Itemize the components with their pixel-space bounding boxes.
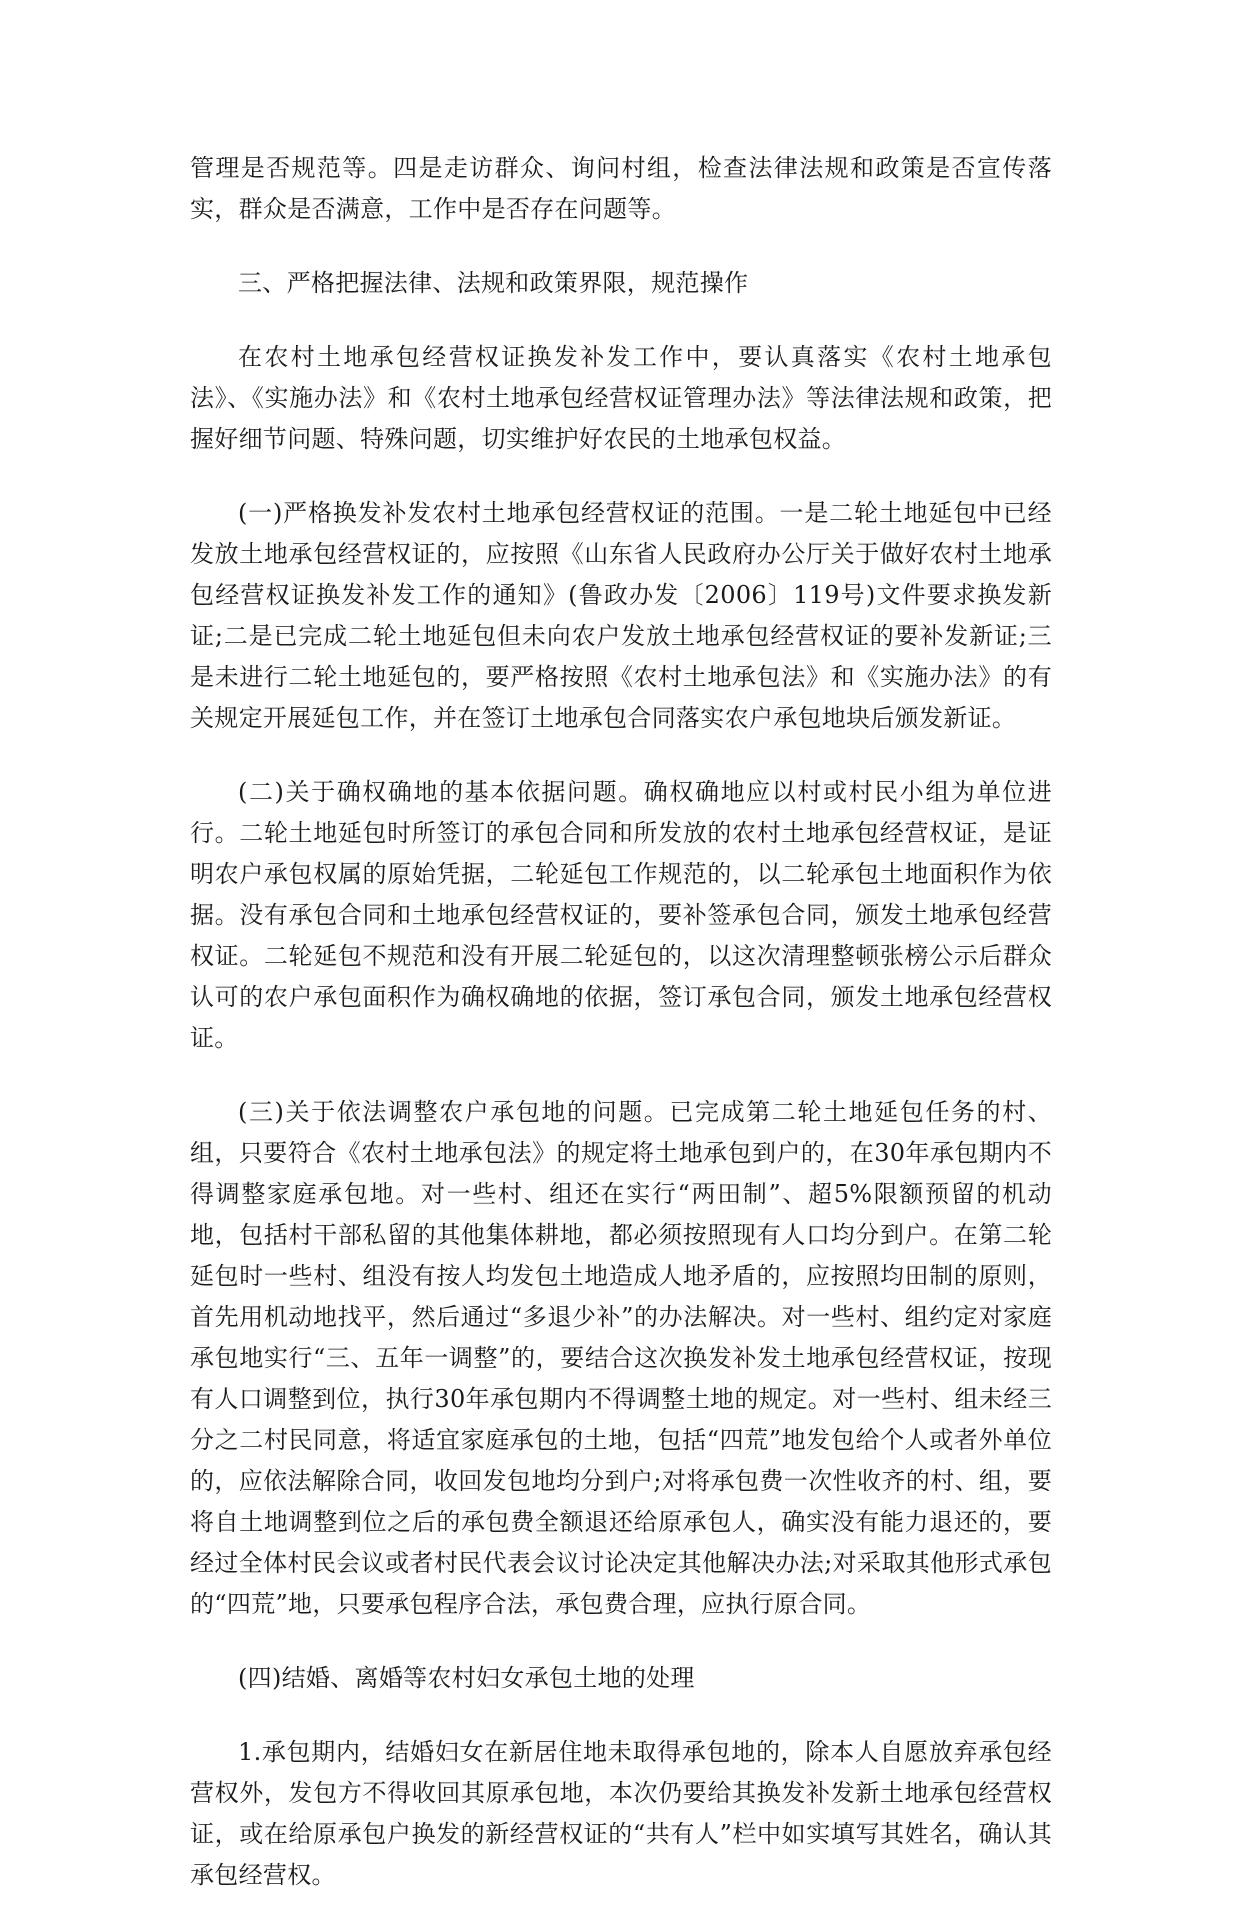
subheading-women-land-rights: (四)结婚、离婚等农村妇女承包土地的处理 — [238, 1664, 695, 1692]
paragraph-married-women-rights: 1.承包期内，结婚妇女在新居住地未取得承包地的，除本人自愿放弃承包经营权外，发包方不得收回其原承包地，本次仍要给其换发补发新土地承包经营权证，或在给原承包户换发的新经营权证的“共有人”栏中如实填写其姓名，确认其承包经营权。 — [190, 1738, 1052, 1889]
paragraph-management-norms: 管理是否规范等。四是走访群众、询问村组，检查法律法规和政策是否宣传落实，群众是否满意，工作中是否存在问题等。 — [190, 154, 1052, 223]
paragraph-scope-of-certificates: (一)严格换发补发农村土地承包经营权证的范围。一是二轮土地延包中已经发放土地承包经营权证的，应按照《山东省人民政府办公厅关于做好农村土地承包经营权证换发补发工作的通知》(鲁政办发〔2006〕119号)文件要求换发新证;二是已完成二轮土地延包但未向农户发放土地承包经营权证的要补发新证;三是未进行二轮土地延包的，要严格按照《农村土地承包法》和《实施办法》的有关规定开展延包工作，并在签订土地承包合同落实农户承包地块后颁发新证。 — [190, 499, 1052, 732]
paragraph-adjusting-contracted-land: (三)关于依法调整农户承包地的问题。已完成第二轮土地延包任务的村、组，只要符合《农村土地承包法》的规定将土地承包到户的，在30年承包期内不得调整家庭承包地。对一些村、组还在实行“两田制”、超5%限额预留的机动地，包括村干部私留的其他集体耕地，都必须按照现有人口均分到户。在第二轮延包时一些村、组没有按人均发包土地造成人地矛盾的，应按照均田制的原则，首先用机动地找平，然后通过“多退少补”的办法解决。对一些村、组约定对家庭承包地实行“三、五年一调整”的，要结合这次换发补发土地承包经营权证，按现有人口调整到位，执行30年承包期内不得调整土地的规定。对一些村、组未经三分之二村民同意，将适宜家庭承包的土地，包括“四荒”地发包给个人或者外单位的，应依法解除合同，收回发包地均分到户;对将承包费一次性收齐的村、组，要将自土地调整到位之后的承包费全额退还给原承包人，确实没有能力退还的，要经过全体村民会议或者村民代表会议讨论决定其他解决办法;对采取其他形式承包的“四荒”地，只要承包程序合法，承包费合理，应执行原合同。 — [190, 1098, 1052, 1618]
paragraph-implementation-laws: 在农村土地承包经营权证换发补发工作中，要认真落实《农村土地承包法》、《实施办法》和《农村土地承包经营权证管理办法》等法律法规和政策，把握好细节问题、特殊问题，切实维护好农民的土地承包权益。 — [190, 343, 1052, 453]
paragraph-basis-of-confirmation: (二)关于确权确地的基本依据问题。确权确地应以村或村民小组为单位进行。二轮土地延包时所签订的承包合同和所发放的农村土地承包经营权证，是证明农户承包权属的原始凭据，二轮延包工作规范的，以二轮承包土地面积作为依据。没有承包合同和土地承包经营权证的，要补签承包合同，颁发土地承包经营权证。二轮延包不规范和没有开展二轮延包的，以这次清理整顿张榜公示后群众认可的农户承包面积作为确权确地的依据，签订承包合同，颁发土地承包经营权证。 — [190, 778, 1052, 1052]
document-body — [190, 148, 1052, 1929]
section-heading-legal-boundaries: 三、严格把握法律、法规和政策界限，规范操作 — [238, 269, 749, 297]
